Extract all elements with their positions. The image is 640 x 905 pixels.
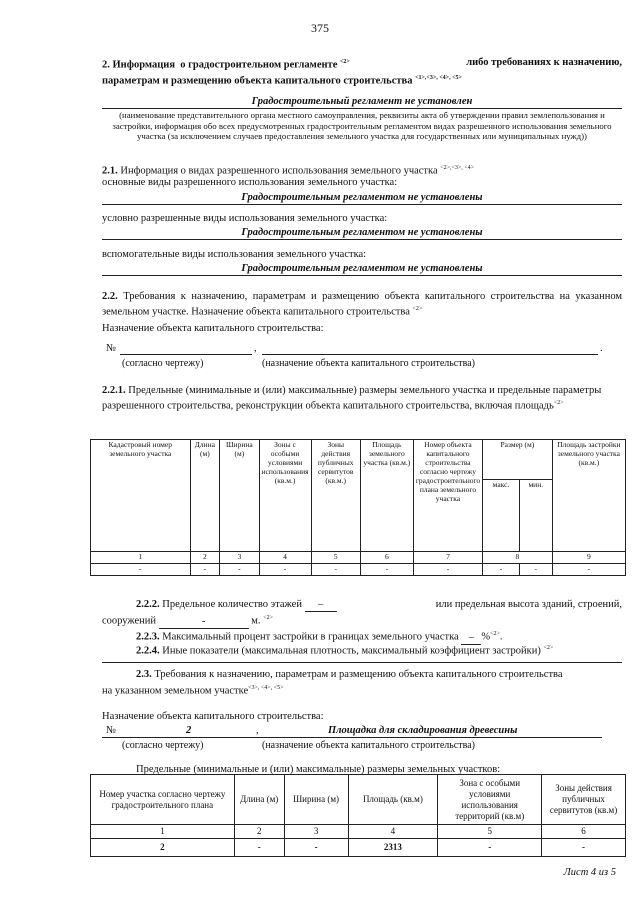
header-special-zone-2: Зона с особыми условиями использования территорий (кв.м) [438,775,542,825]
auxiliary-use-value: Градостроительным регламентом не установлены [102,262,622,276]
table-row [91,839,626,857]
section-2-2-4 [136,642,553,658]
col-number: 9 [552,552,625,564]
number-sign-2: № [106,725,117,736]
page-number: 375 [311,21,329,35]
section-2-2-1-num: 2.2.1. [102,385,126,396]
coverage-value: – [461,631,481,645]
number-blank [120,354,252,355]
section-2-1-num: 2.1. [102,165,118,177]
section-2-2-2-num: 2.2.2. [136,599,160,610]
header-area: Площадь земельного участка (кв.м.) [360,440,413,552]
section-2-3-num: 2.3. [136,669,152,680]
section-2-2-ref: <2> [412,306,423,312]
table-cell: - [259,564,311,576]
header-servitudes: Зоны действия публичных сервитутов (кв.м.) [311,440,360,552]
header-size: Размер (м) [483,440,553,480]
section-2-2-2 [136,598,622,612]
col-number: 4 [259,552,311,564]
section-2-3-text-b: на указанном земельном участке [102,685,249,697]
table-cell: - [311,564,360,576]
purpose-label: Назначение объекта капитального строительства: [102,323,324,334]
table-cell: - [360,564,413,576]
col-number: 7 [413,552,482,564]
table-cell: - [552,564,625,576]
purpose-line [102,724,602,738]
object-number-value: 2 [186,725,192,736]
section-2-2-2-text-b: или предельная высота зданий, строений, [435,599,622,610]
header-servitudes-2: Зоны действия публичных сервитутов (кв.м) [542,775,626,825]
header-special-zones: Зоны с особыми условиями использования (кв.м.) [259,440,311,552]
section-2-2-3-num: 2.2.3. [136,631,160,643]
table-cell: - [413,564,482,576]
section-2-title [102,56,622,87]
section-2-3-line1 [136,668,563,681]
section-2-2-2-text-c: сооружений [102,615,157,627]
section-2-2-2-text-a: Предельное количество этажей [162,599,302,610]
header-width: Ширина (м) [220,440,259,552]
section-2-3-ref: <3>, <4>, <5> [248,685,284,691]
col-number: 3 [220,552,259,564]
table-cell: - [190,564,220,576]
floors-value: – [305,598,337,612]
col-number: 2 [234,825,284,839]
section-2-2-1-body: Предельные (минимальные и (или) максимальные) размеры земельного участка и предельные параметры разрешенного строительства, реконструкции объекта капитального строительства, включая площадь [102,385,602,412]
main-use-label: основные виды разрешенного использования земельного участка: [102,177,398,188]
section-2-2-2-ref: <2> [263,615,273,621]
table-cell: - [220,564,259,576]
number-sign: № [106,343,117,354]
section-2-lead: 2. Информация [102,59,176,71]
table-cell: - [284,839,348,857]
col-number: 3 [284,825,348,839]
section-2-line2: параметрам и размещению объекта капитального строительства [102,75,413,86]
section-2-2-num: 2.2. [102,291,118,302]
table-cell: - [234,839,284,857]
section-2-3-line2 [102,682,283,698]
col-number: 6 [360,552,413,564]
caption-by-drawing-2: (согласно чертежу) [122,740,204,751]
col-number: 1 [91,825,235,839]
section-2-2-text [102,290,622,319]
table-cell: 2313 [348,839,438,857]
conditional-use-label: условно разрешенные виды использования земельного участка: [102,213,388,224]
conditional-use-value: Градостроительным регламентом не установлены [102,226,622,240]
section-2-2-2-line2 [102,612,273,629]
header-area-2: Площадь (кв.м) [348,775,438,825]
header-length: Длина (м) [190,440,220,552]
sizes-table [90,774,626,857]
col-number: 5 [311,552,360,564]
coverage-unit: % [481,631,491,643]
section-2-2-3-ref: <2> [490,631,500,637]
header-size-min: мин. [519,480,552,552]
table-cell: - [542,839,626,857]
main-use-value: Градостроительным регламентом не установлены [102,191,622,205]
table-cell: - [438,839,542,857]
header-built-area: Площадь застройки земельного участка (кв.м.) [552,440,625,552]
col-number: 6 [542,825,626,839]
table-cell: 2 [91,839,235,857]
sheet-footer: Лист 4 из 5 [563,867,616,878]
caption-by-drawing: (согласно чертежу) [122,358,204,369]
col-number: 2 [190,552,220,564]
col-number: 8 [483,552,553,564]
header-size-max: макс. [483,480,520,552]
purpose-blank [262,354,598,355]
header-width-2: Ширина (м) [284,775,348,825]
comma-2: , [256,725,259,736]
header-cadastral: Кадастровый номер земельного участка [91,440,191,552]
table-2-title: Предельные (минимальные и (или) максимальные) размеры земельных участков: [136,764,501,775]
table-cell: - [91,564,191,576]
col-number: 4 [348,825,438,839]
purpose-label-2: Назначение объекта капитального строительства: [102,711,324,722]
height-value: - [159,615,249,629]
height-unit: м. [251,615,261,627]
period: . [600,343,603,354]
header-object-number: Номер объекта капитального строительства согласно чертежу градостроительного плана земельного участка [413,440,482,552]
section-2-2-4-text: Иные показатели (максимальная плотность, максимальный коэффициент застройки) [162,645,541,657]
section-2-line2-ref: <1>,<3>, <4>, <5> [415,74,462,81]
section-2-2-1-ref: <2> [553,400,564,406]
table-row [91,564,626,576]
section-2-cont: либо требованиях к назначению, [466,57,622,68]
caption-purpose: (назначение объекта капитального строительства) [262,358,475,369]
header-length-2: Длина (м) [234,775,284,825]
table-cell: - [519,564,552,576]
section-2-ref: <2> [339,59,350,65]
section-2-2-4-ref: <2> [543,645,554,651]
object-purpose-value: Площадка для складирования древесины [328,725,518,736]
comma: , [254,343,257,354]
regulation-value: Градостроительный регламент не установлен [102,95,622,109]
section-2-2-1-text [102,384,622,413]
section-2-2-4-num: 2.2.4. [136,645,160,657]
parameters-table [90,439,626,576]
header-plot-number: Номер участка согласно чертежу градостроительного плана [91,775,235,825]
section-2-3-text-a: Требования к назначению, параметрам и размещению объекта капитального строительства [154,669,563,680]
table-cell: - [483,564,520,576]
section-2-2-4-line [102,662,622,663]
auxiliary-use-label: вспомогательные виды использования земельного участка: [102,249,367,260]
section-2-2-3: 2.2.3. Максимальный процент застройки в границах земельного участка – %$^{<2>}$. [136,631,503,643]
section-2-1-text: Информация о видах разрешенного использования земельного участка [120,165,438,177]
caption-purpose-2: (назначение объекта капитального строительства) [262,740,475,751]
col-number: 5 [438,825,542,839]
regulation-note: (наименование представительного органа местного самоуправления, реквизиты акта об утверждении правил землепользования и застройки, информация обо всех предусмотренных градостроительным регламентом видах разрешенного использования земельного участка (за исключением случаев предоставления земельного участка для государственных или муниципальных нужд)) [112,110,612,141]
section-2-rest: о градостроительном регламенте [180,59,338,71]
col-number: 1 [91,552,191,564]
section-2-2-body: Требования к назначению, параметрам и размещению объекта капитального строительства на указанном земельном участке. Назначение объекта капитального строительства [102,291,623,318]
section-2-1-ref: <2>,<3>, <4> [440,165,475,171]
section-2-2-3-text: Максимальный процент застройки в границах земельного участка [162,631,459,643]
